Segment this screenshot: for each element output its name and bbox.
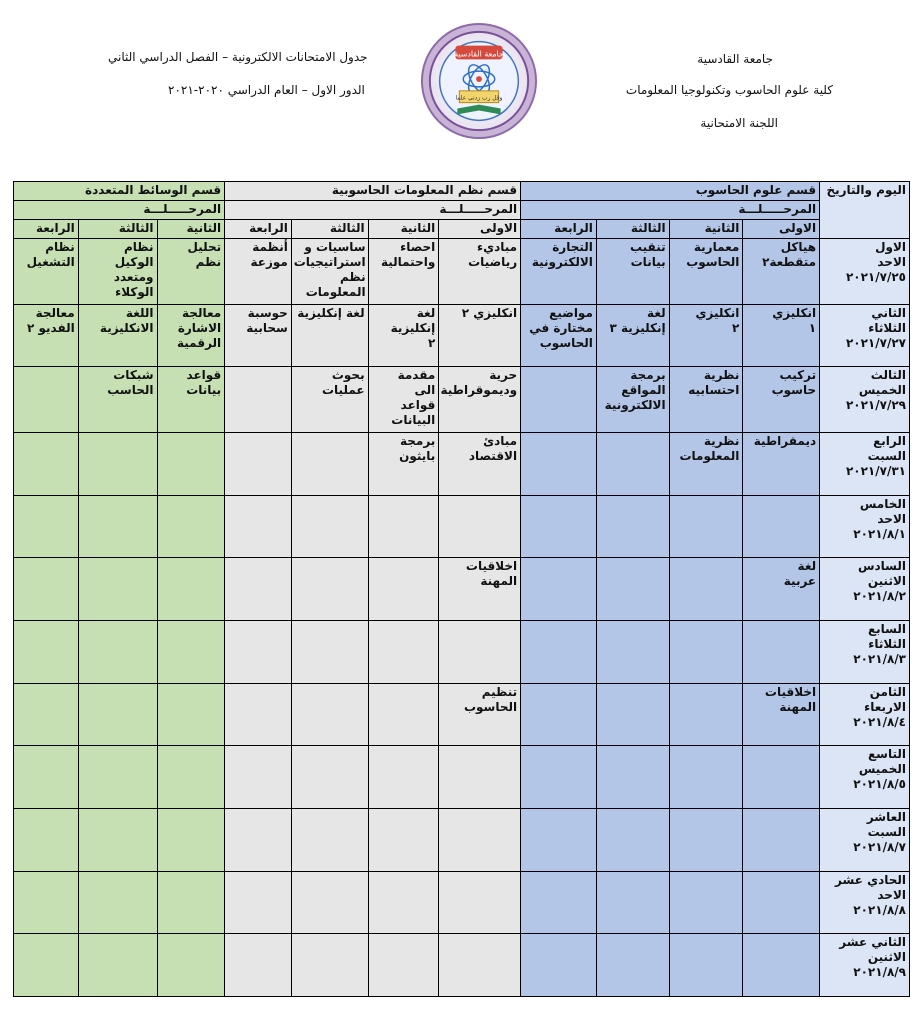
schedule-row bbox=[14, 495, 910, 558]
is-exam-cell bbox=[439, 495, 521, 558]
cs-exam-cell: لغة إنكليزية ٣ bbox=[596, 304, 669, 367]
cs-exam-cell bbox=[521, 809, 597, 872]
mm-exam-cell bbox=[14, 809, 79, 872]
is-exam-cell bbox=[225, 871, 292, 934]
mm-exam-cell bbox=[78, 495, 157, 558]
is-stage-1: الاولى bbox=[439, 220, 521, 239]
cs-exam-cell bbox=[596, 809, 669, 872]
day-date-cell: الثالث الخميس ٢٠٢١/٧/٢٩ bbox=[820, 367, 910, 433]
schedule-row bbox=[14, 367, 910, 433]
schedule-row bbox=[14, 304, 910, 367]
is-exam-cell bbox=[439, 934, 521, 997]
cs-department-header: قسم علوم الحاسوب bbox=[521, 182, 820, 201]
cs-exam-cell: نظرية المعلومات bbox=[669, 433, 743, 496]
cs-exam-cell bbox=[743, 621, 820, 684]
mm-exam-cell: معالجة الاشارة الرقمية bbox=[157, 304, 225, 367]
is-exam-cell bbox=[439, 746, 521, 809]
cs-stage-1: الاولى bbox=[743, 220, 820, 239]
schedule-row bbox=[14, 683, 910, 746]
is-exam-cell bbox=[368, 871, 439, 934]
cs-exam-cell bbox=[669, 746, 743, 809]
cs-exam-cell bbox=[669, 809, 743, 872]
is-exam-cell: مبادئ الاقتصاد bbox=[439, 433, 521, 496]
is-exam-cell: انكليزي ٢ bbox=[439, 304, 521, 367]
mm-stage-2: الثالثة bbox=[78, 220, 157, 239]
mm-exam-cell bbox=[157, 871, 225, 934]
cs-exam-cell: لغة عربية bbox=[743, 558, 820, 621]
cs-exam-cell bbox=[669, 621, 743, 684]
is-exam-cell bbox=[225, 495, 292, 558]
mm-exam-cell bbox=[157, 683, 225, 746]
is-exam-cell bbox=[291, 433, 368, 496]
is-exam-cell: احصاء واحتمالية bbox=[368, 239, 439, 305]
day-date-cell: الحادي عشر الاحد ٢٠٢١/٨/٨ bbox=[820, 871, 910, 934]
cs-exam-cell bbox=[596, 558, 669, 621]
day-date-cell: السابع الثلاثاء ٢٠٢١/٨/٣ bbox=[820, 621, 910, 684]
mm-exam-cell: نظام التشغيل bbox=[14, 239, 79, 305]
cs-exam-cell: تنقيب بيانات bbox=[596, 239, 669, 305]
day-date-cell: التاسع الخميس ٢٠٢١/٨/٥ bbox=[820, 746, 910, 809]
cs-exam-cell bbox=[669, 934, 743, 997]
is-exam-cell: حرية وديموقراطية bbox=[439, 367, 521, 433]
university-name: جامعة القادسية bbox=[697, 52, 773, 66]
mm-exam-cell bbox=[14, 871, 79, 934]
cs-exam-cell bbox=[669, 683, 743, 746]
mm-exam-cell bbox=[14, 621, 79, 684]
logo-motto-text: وقل رب زدني علما bbox=[455, 95, 503, 102]
is-exam-cell: اخلاقيات المهنة bbox=[439, 558, 521, 621]
day-date-header: اليوم والتاريخ bbox=[820, 182, 910, 239]
is-exam-cell bbox=[225, 934, 292, 997]
is-exam-cell bbox=[291, 621, 368, 684]
is-exam-cell bbox=[291, 871, 368, 934]
mm-stage-3: الرابعة bbox=[14, 220, 79, 239]
is-stage-2: الثانية bbox=[368, 220, 439, 239]
mm-exam-cell: اللغة الانكليزية bbox=[78, 304, 157, 367]
schedule-row bbox=[14, 871, 910, 934]
mm-stage-label: المرحـــــلـــة bbox=[14, 201, 225, 220]
mm-exam-cell bbox=[157, 558, 225, 621]
mm-exam-cell: شبكات الحاسب bbox=[78, 367, 157, 433]
day-date-cell: الخامس الاحد ٢٠٢١/٨/١ bbox=[820, 495, 910, 558]
is-exam-cell bbox=[225, 746, 292, 809]
mm-exam-cell bbox=[78, 433, 157, 496]
mm-exam-cell: معالجة الفديو ٢ bbox=[14, 304, 79, 367]
is-exam-cell bbox=[291, 746, 368, 809]
cs-stage-2: الثانية bbox=[669, 220, 743, 239]
mm-exam-cell: نظام الوكيل ومتعدد الوكلاء bbox=[78, 239, 157, 305]
is-exam-cell bbox=[225, 558, 292, 621]
mm-exam-cell bbox=[157, 495, 225, 558]
is-exam-cell: بحوث عمليات bbox=[291, 367, 368, 433]
mm-exam-cell bbox=[157, 621, 225, 684]
cs-exam-cell: معمارية الحاسوب bbox=[669, 239, 743, 305]
is-department-header: قسم نظم المعلومات الحاسوبية bbox=[225, 182, 521, 201]
schedule-row bbox=[14, 239, 910, 305]
schedule-row bbox=[14, 558, 910, 621]
is-exam-cell bbox=[291, 558, 368, 621]
schedule-row bbox=[14, 746, 910, 809]
schedule-row bbox=[14, 934, 910, 997]
day-date-cell: الثاني عشر الاثنين ٢٠٢١/٨/٩ bbox=[820, 934, 910, 997]
cs-exam-cell bbox=[596, 683, 669, 746]
cs-exam-cell: مواضيع مختارة في الحاسوب bbox=[521, 304, 597, 367]
is-exam-cell bbox=[225, 809, 292, 872]
cs-exam-cell: تركيب حاسوب bbox=[743, 367, 820, 433]
cs-exam-cell bbox=[743, 809, 820, 872]
logo-title-text: جامعة القادسية bbox=[454, 49, 504, 59]
is-exam-cell bbox=[291, 683, 368, 746]
cs-exam-cell bbox=[743, 746, 820, 809]
cs-exam-cell bbox=[521, 621, 597, 684]
cs-exam-cell bbox=[521, 558, 597, 621]
is-exam-cell bbox=[368, 809, 439, 872]
mm-exam-cell: قواعد بيانات bbox=[157, 367, 225, 433]
mm-exam-cell bbox=[14, 934, 79, 997]
is-exam-cell: مباديء رياضيات bbox=[439, 239, 521, 305]
mm-exam-cell bbox=[157, 934, 225, 997]
is-exam-cell: ساسيات و استراتيجيات نظم المعلومات bbox=[291, 239, 368, 305]
mm-exam-cell bbox=[14, 495, 79, 558]
day-date-cell: العاشر السبت ٢٠٢١/٨/٧ bbox=[820, 809, 910, 872]
is-exam-cell: لغة إنكليزية ٢ bbox=[368, 304, 439, 367]
cs-exam-cell bbox=[521, 934, 597, 997]
cs-exam-cell bbox=[743, 495, 820, 558]
is-exam-cell bbox=[368, 934, 439, 997]
is-exam-cell: حوسبة سحابية bbox=[225, 304, 292, 367]
cs-exam-cell bbox=[596, 495, 669, 558]
cs-exam-cell: اخلاقيات المهنة bbox=[743, 683, 820, 746]
is-exam-cell bbox=[291, 809, 368, 872]
day-date-cell: الثاني الثلاثاء ٢٠٢١/٧/٢٧ bbox=[820, 304, 910, 367]
mm-exam-cell bbox=[78, 683, 157, 746]
university-logo bbox=[420, 22, 538, 140]
mm-exam-cell bbox=[157, 433, 225, 496]
cs-exam-cell bbox=[596, 934, 669, 997]
schedule-row bbox=[14, 433, 910, 496]
committee-name: اللجنة الامتحانية bbox=[700, 116, 778, 130]
mm-exam-cell bbox=[157, 809, 225, 872]
day-date-cell: السادس الاثنين ٢٠٢١/٨/٢ bbox=[820, 558, 910, 621]
day-date-cell: الرابع السبت ٢٠٢١/٧/٣١ bbox=[820, 433, 910, 496]
cs-exam-cell bbox=[521, 495, 597, 558]
cs-exam-cell bbox=[521, 871, 597, 934]
mm-exam-cell bbox=[14, 433, 79, 496]
mm-department-header: قسم الوسائط المتعددة bbox=[14, 182, 225, 201]
mm-exam-cell bbox=[78, 871, 157, 934]
cs-exam-cell bbox=[743, 934, 820, 997]
mm-exam-cell bbox=[14, 558, 79, 621]
is-exam-cell: تنظيم الحاسوب bbox=[439, 683, 521, 746]
cs-exam-cell bbox=[743, 871, 820, 934]
cs-exam-cell: انكليزي ١ bbox=[743, 304, 820, 367]
cs-exam-cell: ديمقراطية bbox=[743, 433, 820, 496]
is-exam-cell bbox=[439, 871, 521, 934]
schedule-row bbox=[14, 809, 910, 872]
cs-exam-cell: هياكل متقطعة٢ bbox=[743, 239, 820, 305]
schedule-title: جدول الامتحانات الالكترونية – الفصل الدراسي الثاني bbox=[108, 50, 368, 64]
cs-stage-label: المرحـــــلـــة bbox=[521, 201, 820, 220]
cs-exam-cell bbox=[669, 871, 743, 934]
is-stage-3: الثالثة bbox=[291, 220, 368, 239]
college-name: كلية علوم الحاسوب وتكنولوجيا المعلومات bbox=[625, 83, 833, 97]
is-exam-cell bbox=[291, 934, 368, 997]
cs-stage-4: الرابعة bbox=[521, 220, 597, 239]
is-exam-cell bbox=[225, 433, 292, 496]
is-exam-cell bbox=[225, 367, 292, 433]
mm-exam-cell bbox=[78, 621, 157, 684]
schedule-round: الدور الاول – العام الدراسي ٢٠٢٠-٢٠٢١ bbox=[168, 83, 365, 97]
is-exam-cell bbox=[225, 683, 292, 746]
is-exam-cell: برمجة بايثون bbox=[368, 433, 439, 496]
is-exam-cell bbox=[439, 809, 521, 872]
cs-exam-cell: التجارة الالكترونية bbox=[521, 239, 597, 305]
mm-exam-cell bbox=[14, 367, 79, 433]
cs-exam-cell bbox=[521, 683, 597, 746]
exam-schedule-table bbox=[13, 181, 910, 997]
day-date-cell: الثامن الاربعاء ٢٠٢١/٨/٤ bbox=[820, 683, 910, 746]
cs-exam-cell bbox=[596, 621, 669, 684]
is-exam-cell bbox=[291, 495, 368, 558]
is-exam-cell bbox=[368, 558, 439, 621]
cs-exam-cell bbox=[596, 746, 669, 809]
mm-exam-cell bbox=[78, 746, 157, 809]
cs-exam-cell: انكليزي ٢ bbox=[669, 304, 743, 367]
mm-exam-cell: تحليل نظم bbox=[157, 239, 225, 305]
cs-stage-3: الثالثة bbox=[596, 220, 669, 239]
is-exam-cell bbox=[225, 621, 292, 684]
cs-exam-cell bbox=[596, 871, 669, 934]
is-stage-4: الرابعة bbox=[225, 220, 292, 239]
cs-exam-cell: برمجة المواقع الالكترونية bbox=[596, 367, 669, 433]
cs-exam-cell bbox=[669, 558, 743, 621]
cs-exam-cell bbox=[669, 495, 743, 558]
mm-exam-cell bbox=[78, 809, 157, 872]
mm-exam-cell bbox=[78, 934, 157, 997]
is-exam-cell bbox=[368, 621, 439, 684]
mm-stage-1: الثانية bbox=[157, 220, 225, 239]
is-exam-cell: مقدمة الى قواعد البيانات bbox=[368, 367, 439, 433]
cs-exam-cell bbox=[596, 433, 669, 496]
mm-exam-cell bbox=[78, 558, 157, 621]
day-date-cell: الاول الاحد ٢٠٢١/٧/٢٥ bbox=[820, 239, 910, 305]
mm-exam-cell bbox=[157, 746, 225, 809]
is-stage-label: المرحـــــلـــة bbox=[225, 201, 521, 220]
is-exam-cell: لغة إنكليزية bbox=[291, 304, 368, 367]
mm-exam-cell bbox=[14, 683, 79, 746]
mm-exam-cell bbox=[14, 746, 79, 809]
cs-exam-cell: نظرية احتسابيه bbox=[669, 367, 743, 433]
is-exam-cell bbox=[368, 495, 439, 558]
cs-exam-cell bbox=[521, 746, 597, 809]
is-exam-cell bbox=[368, 683, 439, 746]
is-exam-cell: أنظمة موزعة bbox=[225, 239, 292, 305]
is-exam-cell bbox=[368, 746, 439, 809]
cs-exam-cell bbox=[521, 433, 597, 496]
cs-exam-cell bbox=[521, 367, 597, 433]
is-exam-cell bbox=[439, 621, 521, 684]
schedule-row bbox=[14, 621, 910, 684]
